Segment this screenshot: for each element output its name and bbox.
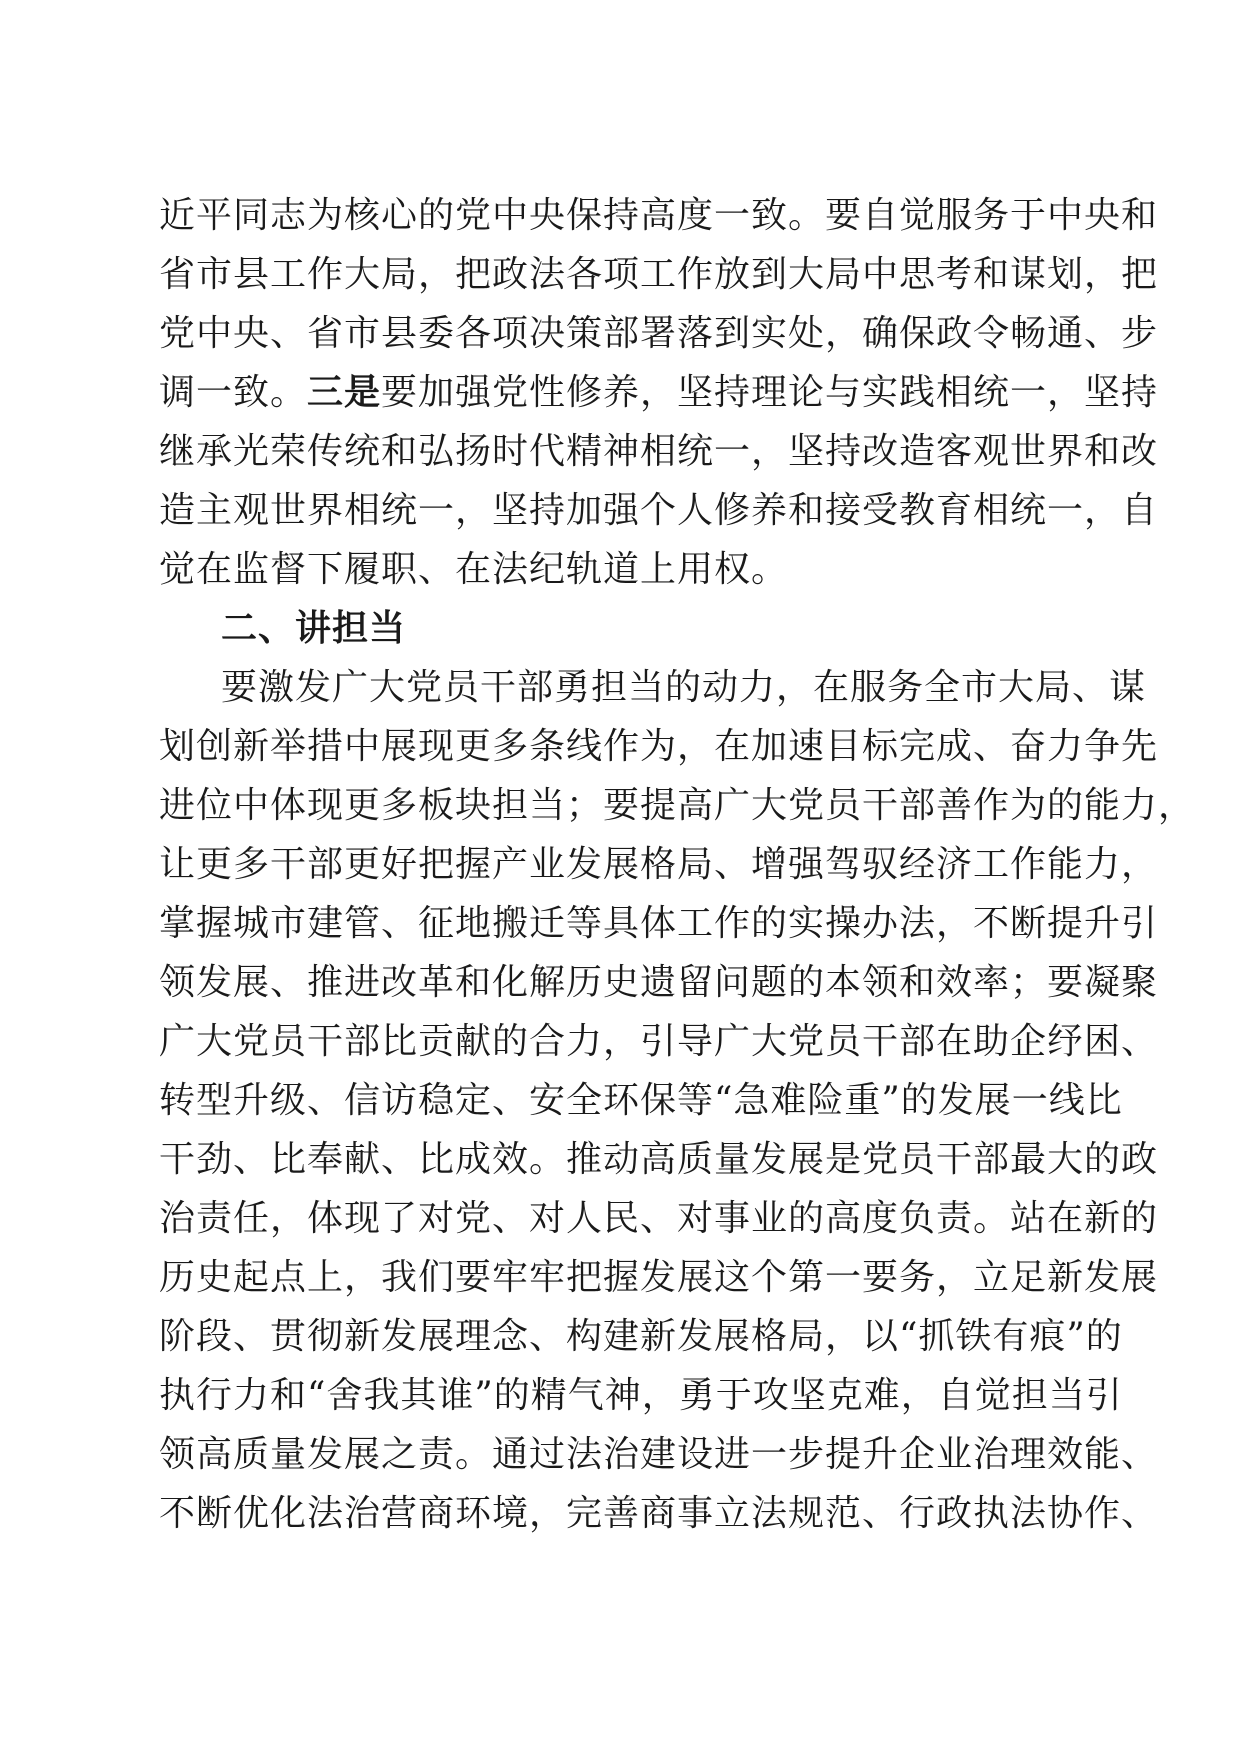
text-line: 转型升级、信访稳定、安全环保等“急难险重”的发展一线比 <box>159 1080 1123 1121</box>
paragraph-first-line: 要激发广大党员干部勇担当的动力，在服务全市大局、谋 <box>221 667 1147 708</box>
text-line: 不断优化法治营商环境，完善商事立法规范、行政执法协作、 <box>159 1493 1159 1534</box>
text-line: 觉在监督下履职、在法纪轨道上用权。 <box>159 549 789 590</box>
document-body <box>159 186 1196 1543</box>
text-line: 继承光荣传统和弘扬时代精神相统一，坚持改造客观世界和改 <box>159 431 1159 472</box>
text-line: 进位中体现更多板块担当；要提高广大党员干部善作为的能力， <box>159 785 1196 826</box>
text-line: 让更多干部更好把握产业发展格局、增强驾驭经济工作能力， <box>159 844 1159 885</box>
text-line: 省市县工作大局，把政法各项工作放到大局中思考和谋划，把 <box>159 254 1159 295</box>
text-line: 广大党员干部比贡献的合力，引导广大党员干部在助企纾困、 <box>159 1021 1159 1062</box>
text-run: 要加强党性修养，坚持理论与实践相统一，坚持 <box>381 372 1159 413</box>
text-line: 党中央、省市县委各项决策部署落到实处，确保政令畅通、步 <box>159 313 1159 354</box>
emphasis-san-shi: 三是 <box>307 372 382 413</box>
text-line: 划创新举措中展现更多条线作为，在加速目标完成、奋力争先 <box>159 726 1159 767</box>
text-line: 近平同志为核心的党中央保持高度一致。要自觉服务于中央和 <box>159 195 1159 236</box>
section-heading: 二、讲担当 <box>221 608 407 649</box>
text-run: 调一致。 <box>159 372 308 413</box>
text-line: 掌握城市建管、征地搬迁等具体工作的实操办法，不断提升引 <box>159 903 1159 944</box>
text-line: 阶段、贯彻新发展理念、构建新发展格局，以“抓铁有痕”的 <box>159 1316 1123 1357</box>
text-line: 干劲、比奉献、比成效。推动高质量发展是党员干部最大的政 <box>159 1139 1159 1180</box>
text-line-with-emphasis <box>159 363 1159 422</box>
text-line: 造主观世界相统一，坚持加强个人修养和接受教育相统一，自 <box>159 490 1159 531</box>
text-line: 领高质量发展之责。通过法治建设进一步提升企业治理效能、 <box>159 1434 1159 1475</box>
text-line: 治责任，体现了对党、对人民、对事业的高度负责。站在新的 <box>159 1198 1159 1239</box>
text-line: 执行力和“舍我其谁”的精气神，勇于攻坚克难，自觉担当引 <box>159 1375 1123 1416</box>
text-line: 领发展、推进改革和化解历史遗留问题的本领和效率；要凝聚 <box>159 962 1159 1003</box>
text-line: 历史起点上，我们要牢牢把握发展这个第一要务，立足新发展 <box>159 1257 1159 1298</box>
